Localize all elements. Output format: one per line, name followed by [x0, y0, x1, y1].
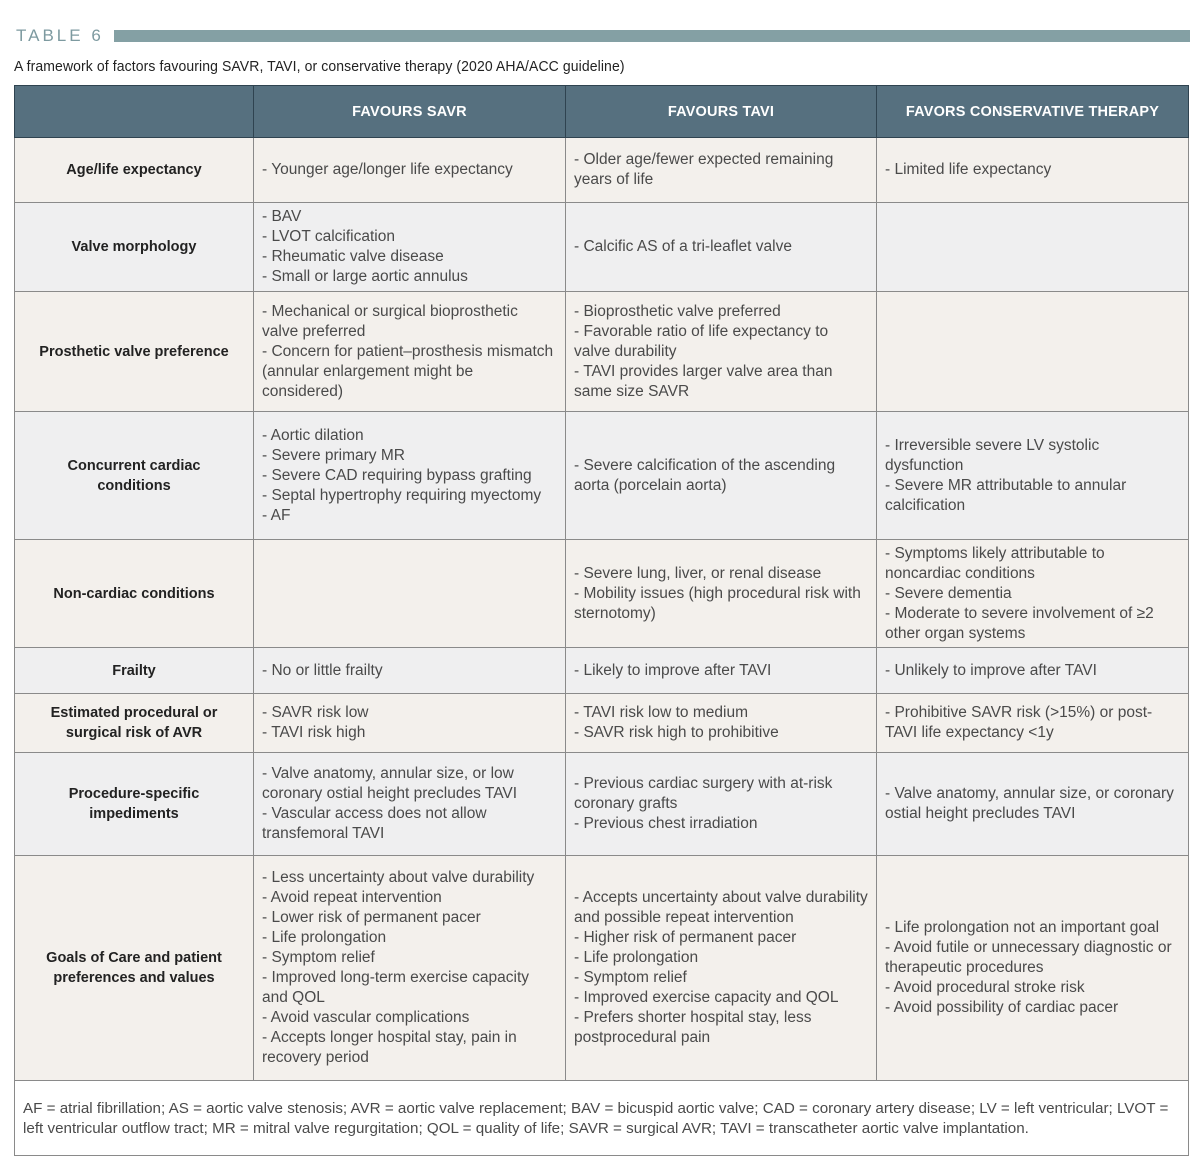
cell-item: - Limited life expectancy	[885, 161, 1052, 178]
footnote: AF = atrial fibrillation; AS = aortic valve stenosis; AVR = aortic valve replacement; BAV = bicuspid aortic valve; CAD = coronary artery disease; LV = left ventricular; LVOT = left ventricular outflow tract; MR = mitral valve regurgitation; QOL = quality of life; SAVR = surgical AVR; TAVI = transcatheter aortic valve implantation.	[15, 1081, 1189, 1156]
cell-item: - Calcific AS of a tri-leaflet valve	[574, 238, 792, 255]
row-factor: Non-cardiac conditions	[15, 540, 254, 648]
cell-item: - Higher risk of permanent pacer	[574, 929, 797, 946]
cell-conservative	[877, 694, 1189, 753]
cell-item: - BAV	[262, 208, 302, 225]
cell-item: - Life prolongation not an important goal	[885, 919, 1160, 936]
cell-item: - Concern for patient–prosthesis mismatch (annular enlargement might be considered)	[262, 342, 554, 400]
cell-item: - Life prolongation	[574, 949, 699, 966]
cell-savr	[254, 753, 566, 856]
cell-item: - Mechanical or surgical bioprosthetic valve preferred	[262, 302, 518, 340]
table-label-bar	[114, 30, 1190, 42]
cell-conservative	[877, 138, 1189, 203]
cell-item: - Small or large aortic annulus	[262, 268, 468, 285]
cell-item: - Avoid procedural stroke risk	[885, 979, 1085, 996]
table-row	[15, 412, 1189, 540]
cell-item: - Severe CAD requiring bypass grafting	[262, 466, 532, 484]
row-factor: Frailty	[15, 648, 254, 694]
row-factor: Goals of Care and patient preferences and values	[15, 856, 254, 1081]
cell-tavi	[566, 694, 877, 753]
cell-item: - Symptom relief	[262, 949, 375, 966]
row-factor: Procedure-specific impediments	[15, 753, 254, 856]
cell-item: - No or little frailty	[262, 661, 383, 679]
cell-item: - Unlikely to improve after TAVI	[885, 661, 1097, 679]
table-header-row	[15, 86, 1189, 138]
cell-item: - Rheumatic valve disease	[262, 248, 444, 265]
cell-item: - Lower risk of permanent pacer	[262, 909, 481, 926]
cell-conservative	[877, 648, 1189, 694]
cell-tavi	[566, 138, 877, 203]
cell-item: - Symptom relief	[574, 969, 687, 986]
cell-item: - Moderate to severe involvement of ≥2 other organ systems	[885, 604, 1154, 642]
row-factor: Prosthetic valve preference	[15, 292, 254, 412]
table-row	[15, 292, 1189, 412]
cell-tavi	[566, 648, 877, 694]
cell-item: - Previous cardiac surgery with at-risk coronary grafts	[574, 775, 833, 812]
cell-item: - Likely to improve after TAVI	[574, 661, 772, 679]
cell-item: - Improved long-term exercise capacity and QOL	[262, 969, 530, 1006]
cell-item: - LVOT calcification	[262, 228, 395, 245]
cell-conservative	[877, 292, 1189, 412]
row-factor: Valve morphology	[15, 203, 254, 292]
cell-item: - Older age/fewer expected remaining years of life	[574, 151, 834, 188]
cell-tavi	[566, 412, 877, 540]
cell-savr	[254, 412, 566, 540]
table-label: TABLE 6	[16, 26, 104, 45]
cell-item: - TAVI risk low to medium	[574, 704, 748, 721]
cell-item: - AF	[262, 506, 291, 524]
cell-item: - Less uncertainty about valve durability	[262, 869, 535, 886]
cell-item: - Prefers shorter hospital stay, less postprocedural pain	[574, 1009, 812, 1046]
cell-item: - Life prolongation	[262, 929, 387, 946]
table-row	[15, 138, 1189, 203]
cell-item: - Younger age/longer life expectancy	[262, 161, 513, 178]
cell-item: - Mobility issues (high procedural risk with sternotomy)	[574, 584, 861, 622]
cell-item: - Severe primary MR	[262, 446, 405, 464]
cell-savr	[254, 694, 566, 753]
cell-item: - Accepts longer hospital stay, pain in recovery period	[262, 1029, 517, 1066]
table-row	[15, 203, 1189, 292]
cell-item: - Avoid futile or unnecessary diagnostic or therapeutic procedures	[885, 939, 1172, 976]
cell-item: - Improved exercise capacity and QOL	[574, 989, 839, 1006]
cell-savr	[254, 292, 566, 412]
cell-tavi	[566, 203, 877, 292]
header-favours-savr: FAVOURS SAVR	[254, 86, 566, 138]
row-factor: Estimated procedural or surgical risk of AVR	[15, 694, 254, 753]
table-row	[15, 856, 1189, 1081]
cell-item: - Bioprosthetic valve preferred	[574, 302, 781, 320]
footnote-row	[15, 1081, 1189, 1156]
cell-item: - Previous chest irradiation	[574, 815, 758, 832]
cell-savr	[254, 648, 566, 694]
cell-item: - Avoid vascular complications	[262, 1009, 470, 1026]
cell-item: - SAVR risk low	[262, 704, 369, 721]
cell-conservative	[877, 856, 1189, 1081]
header-favours-tavi: FAVOURS TAVI	[566, 86, 877, 138]
row-factor: Concurrent cardiac conditions	[15, 412, 254, 540]
row-factor: Age/life expectancy	[15, 138, 254, 203]
cell-item: - Severe dementia	[885, 584, 1012, 602]
cell-item: - Avoid possibility of cardiac pacer	[885, 999, 1119, 1016]
cell-savr	[254, 856, 566, 1081]
cell-conservative	[877, 540, 1189, 648]
header-favors-conservative: FAVORS CONSERVATIVE THERAPY	[877, 86, 1189, 138]
cell-item: - TAVI provides larger valve area than same size SAVR	[574, 362, 833, 400]
cell-item: - Severe lung, liver, or renal disease	[574, 564, 822, 582]
cell-savr	[254, 540, 566, 648]
table-row	[15, 753, 1189, 856]
cell-conservative	[877, 753, 1189, 856]
table-body	[15, 138, 1189, 1081]
factors-table	[14, 85, 1189, 1156]
cell-conservative	[877, 203, 1189, 292]
cell-item: - Prohibitive SAVR risk (>15%) or post-TAVI life expectancy <1y	[885, 704, 1153, 741]
table-row	[15, 540, 1189, 648]
cell-item: - TAVI risk high	[262, 724, 366, 741]
table-row	[15, 648, 1189, 694]
cell-item: - Accepts uncertainty about valve durability and possible repeat intervention	[574, 889, 868, 926]
cell-tavi	[566, 540, 877, 648]
cell-item: - Valve anatomy, annular size, or coronary ostial height precludes TAVI	[885, 785, 1174, 822]
table-caption: A framework of factors favouring SAVR, TAVI, or conservative therapy (2020 AHA/ACC guideline)	[14, 59, 625, 75]
cell-item: - Favorable ratio of life expectancy to valve durability	[574, 322, 829, 360]
cell-tavi	[566, 753, 877, 856]
cell-item: - Irreversible severe LV systolic dysfunction	[885, 436, 1100, 474]
cell-item: - SAVR risk high to prohibitive	[574, 724, 779, 741]
cell-tavi	[566, 292, 877, 412]
cell-item: - Severe calcification of the ascending aorta (porcelain aorta)	[574, 456, 836, 494]
cell-item: - Valve anatomy, annular size, or low coronary ostial height precludes TAVI	[262, 765, 518, 802]
table-row	[15, 694, 1189, 753]
cell-item: - Septal hypertrophy requiring myectomy	[262, 486, 542, 504]
cell-tavi	[566, 856, 877, 1081]
cell-item: - Vascular access does not allow transfemoral TAVI	[262, 805, 487, 842]
header-factor	[15, 86, 254, 138]
cell-savr	[254, 203, 566, 292]
cell-item: - Aortic dilation	[262, 426, 364, 444]
cell-item: - Symptoms likely attributable to noncardiac conditions	[885, 544, 1105, 582]
cell-item: - Avoid repeat intervention	[262, 889, 442, 906]
cell-conservative	[877, 412, 1189, 540]
cell-savr	[254, 138, 566, 203]
cell-item: - Severe MR attributable to annular calcification	[885, 476, 1127, 514]
table-label-row	[16, 26, 1190, 46]
